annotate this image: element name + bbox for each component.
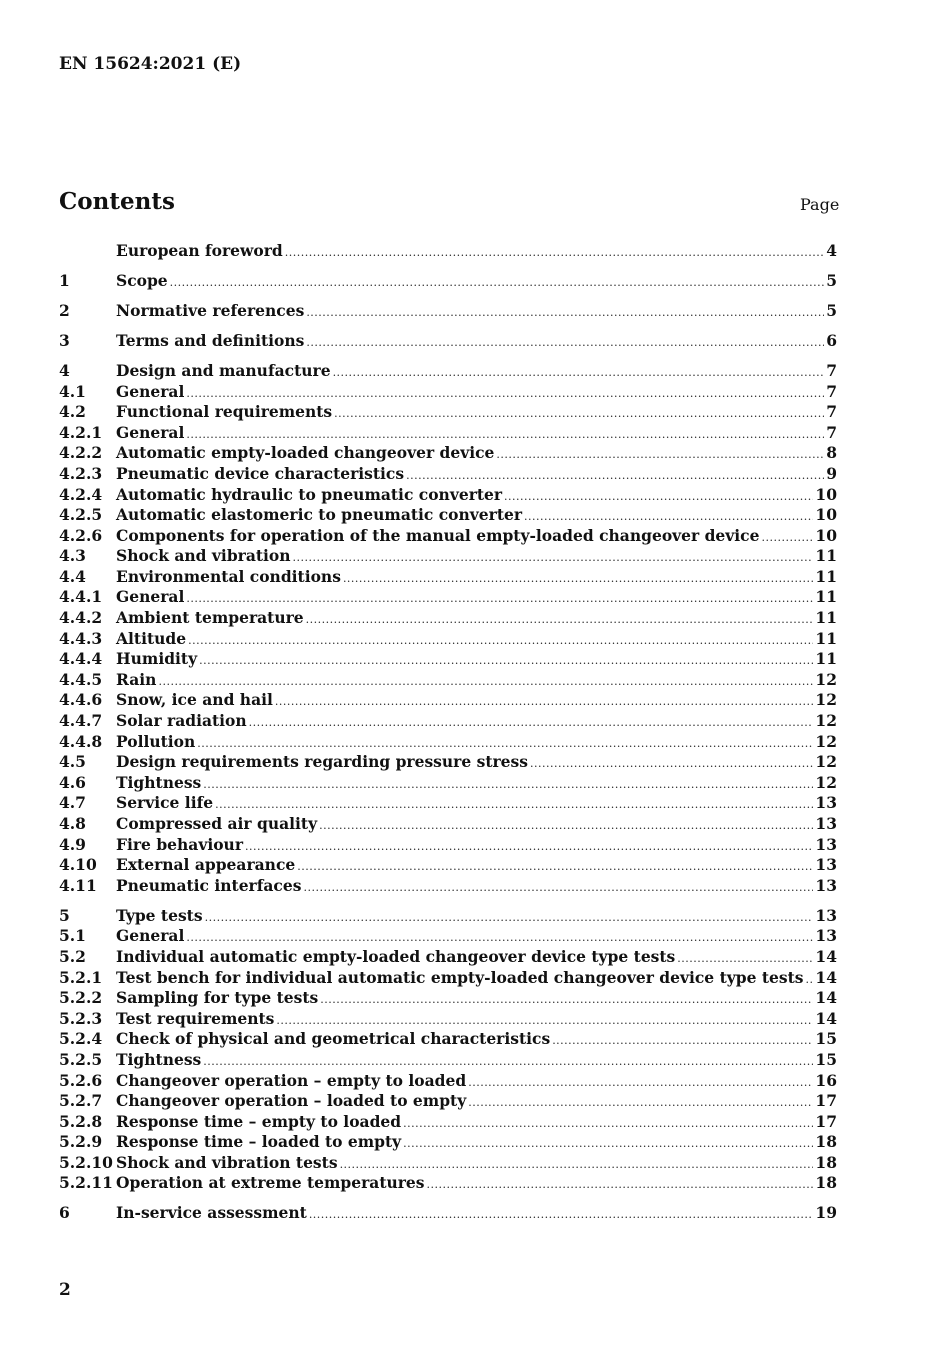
- toc-entry-title: Normative references: [116, 300, 305, 320]
- toc-entry-page: 5: [826, 300, 837, 320]
- toc-entry-title: General: [116, 381, 185, 401]
- toc-entry-page: 12: [815, 669, 837, 689]
- toc-entry-number: 5.2.9: [59, 1132, 103, 1152]
- toc-entry-page: 11: [815, 587, 837, 607]
- dot-leader: [197, 734, 813, 755]
- dot-leader: [199, 651, 813, 672]
- toc-entry-title: Environmental conditions: [116, 566, 341, 586]
- toc-entry[interactable]: [59, 1203, 837, 1224]
- dot-leader: [333, 363, 825, 384]
- toc-entry[interactable]: [59, 1050, 837, 1071]
- toc-entry[interactable]: [59, 567, 837, 588]
- toc-entry-number: 4.5: [59, 752, 86, 772]
- toc-entry-number: 4.2.3: [59, 463, 103, 483]
- toc-entry[interactable]: [59, 1173, 837, 1194]
- toc-entry-number: 4.7: [59, 793, 86, 813]
- toc-entry-page: 5: [826, 270, 837, 290]
- dot-leader: [504, 487, 813, 508]
- dot-leader: [203, 1052, 813, 1073]
- toc-entry-number: 5.2.10: [59, 1152, 113, 1172]
- toc-entry-page: 13: [815, 814, 837, 833]
- toc-entry-page: 14: [815, 988, 837, 1008]
- toc-entry-number: 4.6: [59, 772, 86, 792]
- toc-entry-number: 4.10: [59, 855, 97, 875]
- toc-entry-title: External appearance: [116, 855, 296, 875]
- toc-entry-page: 17: [815, 1111, 837, 1131]
- toc-entry-page: 11: [815, 608, 837, 628]
- toc-entry[interactable]: [59, 271, 837, 292]
- toc-entry-title: Sampling for type tests: [116, 988, 319, 1008]
- toc-entry-title: Ambient temperature: [116, 608, 304, 628]
- toc-entry-page: 13: [815, 834, 837, 854]
- toc-entry-page: 12: [815, 711, 837, 731]
- toc-entry-number: 4.4.5: [59, 669, 103, 689]
- toc-entry-title: Service life: [116, 793, 214, 813]
- toc-entry-title: Pollution: [116, 731, 196, 751]
- toc-entry-title: General: [116, 422, 185, 442]
- dot-leader: [205, 908, 814, 929]
- toc-entry-title: Compressed air quality: [116, 814, 318, 833]
- toc-entry-page: 19: [815, 1203, 837, 1223]
- toc-entry-title: Automatic hydraulic to pneumatic converter: [116, 484, 503, 504]
- dot-leader: [293, 548, 814, 569]
- toc-entry[interactable]: [59, 906, 837, 927]
- toc-entry-title: Solar radiation: [116, 711, 247, 731]
- toc-entry-page: 12: [815, 731, 837, 751]
- document-identifier: EN 15624:2021 (E): [59, 54, 242, 74]
- toc-entry-page: 13: [815, 793, 837, 813]
- toc-entry[interactable]: [59, 402, 837, 423]
- toc-entry-page: 8: [826, 443, 837, 463]
- toc-entry[interactable]: [59, 1091, 837, 1112]
- toc-entry[interactable]: [59, 773, 837, 794]
- toc-entry-number: 5: [59, 905, 70, 925]
- toc-entry[interactable]: [59, 301, 837, 322]
- toc-entry-number: 4.11: [59, 875, 97, 895]
- toc-entry-number: 4.4.1: [59, 587, 103, 607]
- dot-leader: [249, 713, 814, 734]
- toc-entry[interactable]: [59, 423, 837, 444]
- toc-entry[interactable]: [59, 241, 837, 262]
- toc-entry-number: 5.2.8: [59, 1111, 103, 1131]
- dot-leader: [343, 569, 813, 590]
- toc-entry-page: 17: [815, 1091, 837, 1111]
- toc-entry-title: Changeover operation – loaded to empty: [116, 1091, 467, 1111]
- toc-entry-title: Response time – empty to loaded: [116, 1111, 402, 1131]
- toc-entry-number: 5.2.2: [59, 988, 103, 1008]
- toc-entry-page: 7: [826, 402, 837, 422]
- dot-leader: [677, 949, 813, 970]
- toc-entry-number: 4.4: [59, 566, 86, 586]
- toc-entry-title: Terms and definitions: [116, 330, 305, 350]
- toc-entry-number: 5.2.4: [59, 1029, 103, 1049]
- toc-entry-number: 5.1: [59, 926, 86, 946]
- toc-entry[interactable]: [59, 988, 837, 1009]
- toc-entry-number: 4.1: [59, 381, 86, 401]
- toc-entry-number: 4.4.7: [59, 711, 103, 731]
- toc-entry[interactable]: [59, 505, 837, 526]
- toc-entry-page: 10: [815, 484, 837, 504]
- toc-entry[interactable]: [59, 793, 837, 814]
- toc-entry-page: 15: [815, 1049, 837, 1069]
- dot-leader: [524, 507, 813, 528]
- toc-entry-number: 4.4.3: [59, 628, 103, 648]
- toc-entry-number: 4.4.8: [59, 731, 103, 751]
- toc-entry-number: 4.2.2: [59, 443, 103, 463]
- toc-entry-title: Rain: [116, 669, 157, 689]
- toc-entry-title: Automatic elastomeric to pneumatic converter: [116, 505, 523, 525]
- dot-leader: [468, 1073, 813, 1094]
- toc-entry-page: 13: [815, 875, 837, 895]
- toc-entry-page: 9: [826, 463, 837, 483]
- dot-leader: [309, 1205, 814, 1226]
- toc-entry-page: 12: [815, 690, 837, 710]
- toc-entry-number: 4.4.4: [59, 649, 103, 669]
- dot-leader: [306, 333, 824, 354]
- toc-entry[interactable]: [59, 1112, 837, 1133]
- toc-entry-title: Response time – loaded to empty: [116, 1132, 402, 1152]
- toc-entry-title: European foreword: [116, 241, 283, 260]
- dot-leader: [403, 1114, 813, 1135]
- toc-entry-page: 11: [815, 628, 837, 648]
- toc-entry-number: 6: [59, 1203, 70, 1223]
- dot-leader: [158, 672, 813, 693]
- dot-leader: [186, 928, 813, 949]
- toc-entry-title: Components for operation of the manual empty-loaded changeover device: [116, 525, 760, 545]
- dot-leader: [188, 631, 813, 652]
- dot-leader: [762, 528, 814, 549]
- toc-entry-title: Type tests: [116, 905, 203, 925]
- toc-entry-title: Fire behaviour: [116, 834, 243, 854]
- dot-leader: [320, 990, 813, 1011]
- toc-entry-title: Shock and vibration: [116, 546, 291, 566]
- toc-entry-title: Shock and vibration tests: [116, 1152, 338, 1172]
- toc-entry-page: 18: [815, 1132, 837, 1152]
- table-of-contents: [59, 241, 837, 1224]
- dot-leader: [403, 1134, 813, 1155]
- toc-entry[interactable]: [59, 732, 837, 753]
- dot-leader: [306, 610, 814, 631]
- toc-entry-page: 7: [826, 360, 837, 380]
- dot-leader: [552, 1031, 813, 1052]
- toc-entry[interactable]: [59, 670, 837, 691]
- toc-entry-title: Humidity: [116, 649, 198, 669]
- toc-entry-page: 13: [815, 905, 837, 925]
- toc-entry[interactable]: [59, 587, 837, 608]
- toc-entry[interactable]: [59, 443, 837, 464]
- toc-entry-title: In-service assessment: [116, 1203, 307, 1223]
- dot-leader: [334, 404, 824, 425]
- toc-entry[interactable]: [59, 361, 837, 382]
- page-column-label: Page: [800, 195, 840, 214]
- toc-entry-number: 4.2: [59, 402, 86, 422]
- toc-entry-page: 15: [815, 1029, 837, 1049]
- dot-leader: [340, 1155, 814, 1176]
- toc-entry[interactable]: [59, 855, 837, 876]
- dot-leader: [530, 754, 813, 775]
- toc-entry-title: Individual automatic empty-loaded changeover device type tests: [116, 946, 676, 966]
- toc-entry-title: Scope: [116, 270, 168, 290]
- toc-entry-number: 4.4.6: [59, 690, 103, 710]
- dot-leader: [496, 445, 824, 466]
- toc-entry-number: 4.9: [59, 834, 86, 854]
- dot-leader: [245, 837, 813, 858]
- toc-entry-page: 7: [826, 381, 837, 401]
- dot-leader: [215, 795, 813, 816]
- dot-leader: [468, 1093, 813, 1114]
- toc-entry[interactable]: [59, 608, 837, 629]
- toc-entry-number: 5.2.3: [59, 1008, 103, 1028]
- toc-entry-number: 4.2.6: [59, 525, 103, 545]
- toc-entry[interactable]: [59, 690, 837, 711]
- toc-entry[interactable]: [59, 814, 837, 835]
- dot-leader: [203, 775, 813, 796]
- toc-entry[interactable]: [59, 526, 837, 547]
- toc-entry-page: 10: [815, 525, 837, 545]
- toc-entry-page: 14: [815, 946, 837, 966]
- toc-entry[interactable]: [59, 485, 837, 506]
- toc-entry-title: General: [116, 926, 185, 946]
- toc-entry-title: Test requirements: [116, 1008, 275, 1028]
- toc-entry[interactable]: [59, 1153, 837, 1174]
- toc-entry-page: 12: [815, 752, 837, 772]
- toc-entry[interactable]: [59, 835, 837, 856]
- dot-leader: [297, 857, 813, 878]
- dot-leader: [285, 243, 824, 264]
- toc-entry-page: 13: [815, 855, 837, 875]
- toc-entry[interactable]: [59, 968, 837, 989]
- dot-leader: [275, 692, 814, 713]
- toc-entry-number: 5.2.11: [59, 1173, 113, 1193]
- toc-entry-number: 4.2.4: [59, 484, 103, 504]
- toc-entry-number: 4.2.1: [59, 422, 103, 442]
- toc-entry-number: 4.8: [59, 814, 86, 833]
- toc-entry-title: Design and manufacture: [116, 360, 331, 380]
- dot-leader: [276, 1011, 813, 1032]
- toc-entry-page: 13: [815, 926, 837, 946]
- dot-leader: [303, 878, 813, 899]
- toc-entry-page: 18: [815, 1173, 837, 1193]
- toc-entry-title: Tightness: [116, 772, 202, 792]
- toc-entry-number: 5.2: [59, 946, 86, 966]
- toc-entry-page: 11: [815, 649, 837, 669]
- toc-entry[interactable]: [59, 876, 837, 897]
- dot-leader: [427, 1175, 814, 1196]
- toc-entry-page: 11: [815, 546, 837, 566]
- toc-entry-number: 5.2.1: [59, 967, 103, 987]
- toc-entry-page: 7: [826, 422, 837, 442]
- page-number: 2: [59, 1280, 71, 1300]
- dot-leader: [186, 589, 813, 610]
- dot-leader: [186, 384, 824, 405]
- dot-leader: [186, 425, 824, 446]
- toc-entry[interactable]: [59, 382, 837, 403]
- toc-entry-title: Tightness: [116, 1049, 202, 1069]
- toc-entry-number: 4.4.2: [59, 608, 103, 628]
- dot-leader: [306, 303, 824, 324]
- toc-entry-number: 2: [59, 300, 70, 320]
- toc-entry-title: Functional requirements: [116, 402, 333, 422]
- toc-entry-number: 1: [59, 270, 70, 290]
- toc-entry-number: 4.2.5: [59, 505, 103, 525]
- toc-entry-page: 10: [815, 505, 837, 525]
- toc-entry[interactable]: [59, 1132, 837, 1153]
- toc-entry-title: Automatic empty-loaded changeover device: [116, 443, 495, 463]
- toc-entry-page: 16: [815, 1070, 837, 1090]
- toc-entry-title: General: [116, 587, 185, 607]
- toc-entry[interactable]: [59, 649, 837, 670]
- toc-entry-title: Altitude: [116, 628, 187, 648]
- toc-entry-number: 5.2.6: [59, 1070, 103, 1090]
- toc-entry[interactable]: [59, 546, 837, 567]
- toc-entry-title: Pneumatic device characteristics: [116, 463, 405, 483]
- toc-entry-title: Pneumatic interfaces: [116, 875, 302, 895]
- dot-leader: [805, 970, 813, 991]
- toc-entry-page: 11: [815, 566, 837, 586]
- toc-entry-page: 6: [826, 330, 837, 350]
- contents-heading: Contents: [59, 188, 175, 215]
- toc-entry-title: Design requirements regarding pressure stress: [116, 752, 528, 772]
- toc-entry[interactable]: [59, 331, 837, 352]
- toc-entry-title: Operation at extreme temperatures: [116, 1173, 425, 1193]
- toc-entry-number: 4: [59, 360, 70, 380]
- toc-entry[interactable]: [59, 629, 837, 650]
- toc-entry-page: 12: [815, 772, 837, 792]
- toc-entry-title: Snow, ice and hail: [116, 690, 273, 710]
- toc-entry-title: Test bench for individual automatic empty-loaded changeover device type tests: [116, 967, 804, 987]
- dot-leader: [319, 816, 813, 837]
- toc-entry[interactable]: [59, 926, 837, 947]
- dot-leader: [406, 466, 824, 487]
- toc-entry[interactable]: [59, 1071, 837, 1092]
- toc-entry-page: 14: [815, 1008, 837, 1028]
- toc-entry-page: 14: [815, 967, 837, 987]
- toc-entry-number: 4.3: [59, 546, 86, 566]
- toc-entry[interactable]: [59, 947, 837, 968]
- toc-entry[interactable]: [59, 464, 837, 485]
- toc-entry-page: 18: [815, 1152, 837, 1172]
- toc-entry-title: Changeover operation – empty to loaded: [116, 1070, 467, 1090]
- toc-entry-number: 5.2.5: [59, 1049, 103, 1069]
- toc-entry[interactable]: [59, 711, 837, 732]
- toc-entry-title: Check of physical and geometrical characteristics: [116, 1029, 551, 1049]
- toc-entry[interactable]: [59, 752, 837, 773]
- toc-entry[interactable]: [59, 1009, 837, 1030]
- toc-entry-number: 3: [59, 330, 70, 350]
- toc-entry-number: 5.2.7: [59, 1091, 103, 1111]
- dot-leader: [170, 273, 825, 294]
- toc-entry-page: 4: [826, 241, 837, 260]
- toc-entry[interactable]: [59, 1029, 837, 1050]
